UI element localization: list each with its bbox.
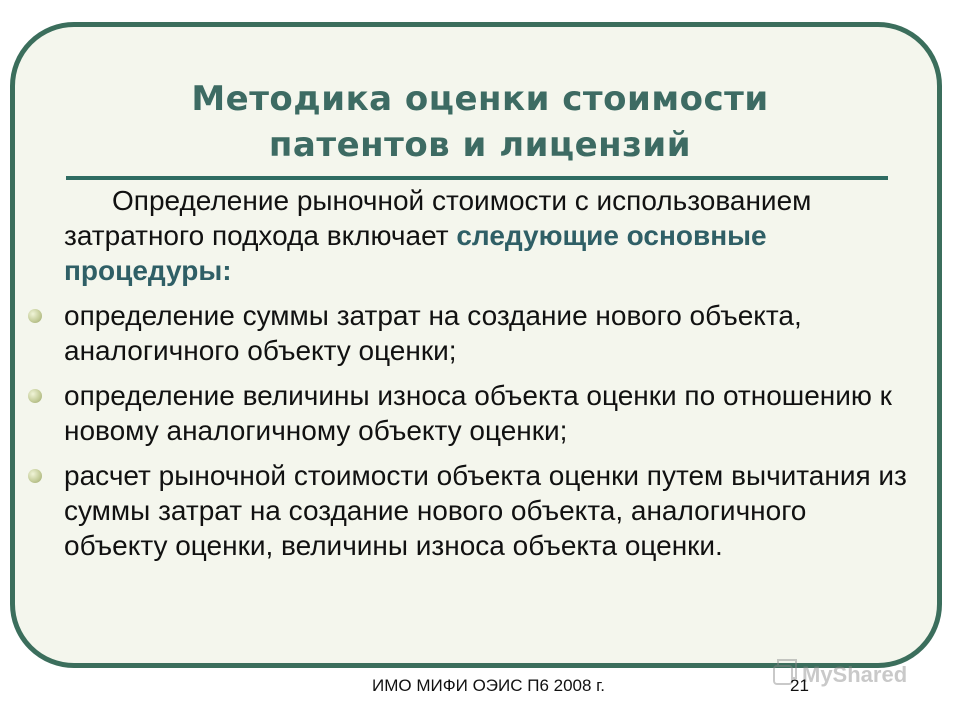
list-item [64, 458, 914, 563]
list-item [64, 298, 914, 368]
intro-text: Определение рыночной стоимости с использованием затратного подхода включает [64, 185, 812, 251]
title-line-2: патентов и лицензий [268, 125, 692, 165]
list-item-text: определение величины износа объекта оценки по отношению к новому аналогичному объекту оценки; [64, 380, 892, 446]
slide-body [64, 183, 914, 563]
title-line-1: Методика оценки стоимости [191, 79, 769, 119]
slide-title [60, 76, 900, 168]
title-divider [66, 176, 888, 180]
page-number: 21 [790, 676, 809, 695]
bullet-list [64, 298, 914, 563]
bullet-icon [28, 309, 42, 323]
bullet-icon [28, 389, 42, 403]
list-item-text: расчет рыночной стоимости объекта оценки путем вычитания из суммы затрат на создание нового объекта, аналогичного объекту оценки, величины износа объекта оценки. [64, 460, 907, 561]
intro-paragraph [64, 183, 914, 288]
list-item-text: определение суммы затрат на создание нового объекта, аналогичного объекту оценки; [64, 300, 802, 366]
footer-text: ИМО МИФИ ОЭИС П6 2008 г. [372, 676, 606, 695]
bullet-icon [28, 469, 42, 483]
watermark-text: MyShared [802, 662, 908, 687]
intro-highlight: следующие основные процедуры: [64, 220, 767, 286]
list-item [64, 378, 914, 448]
